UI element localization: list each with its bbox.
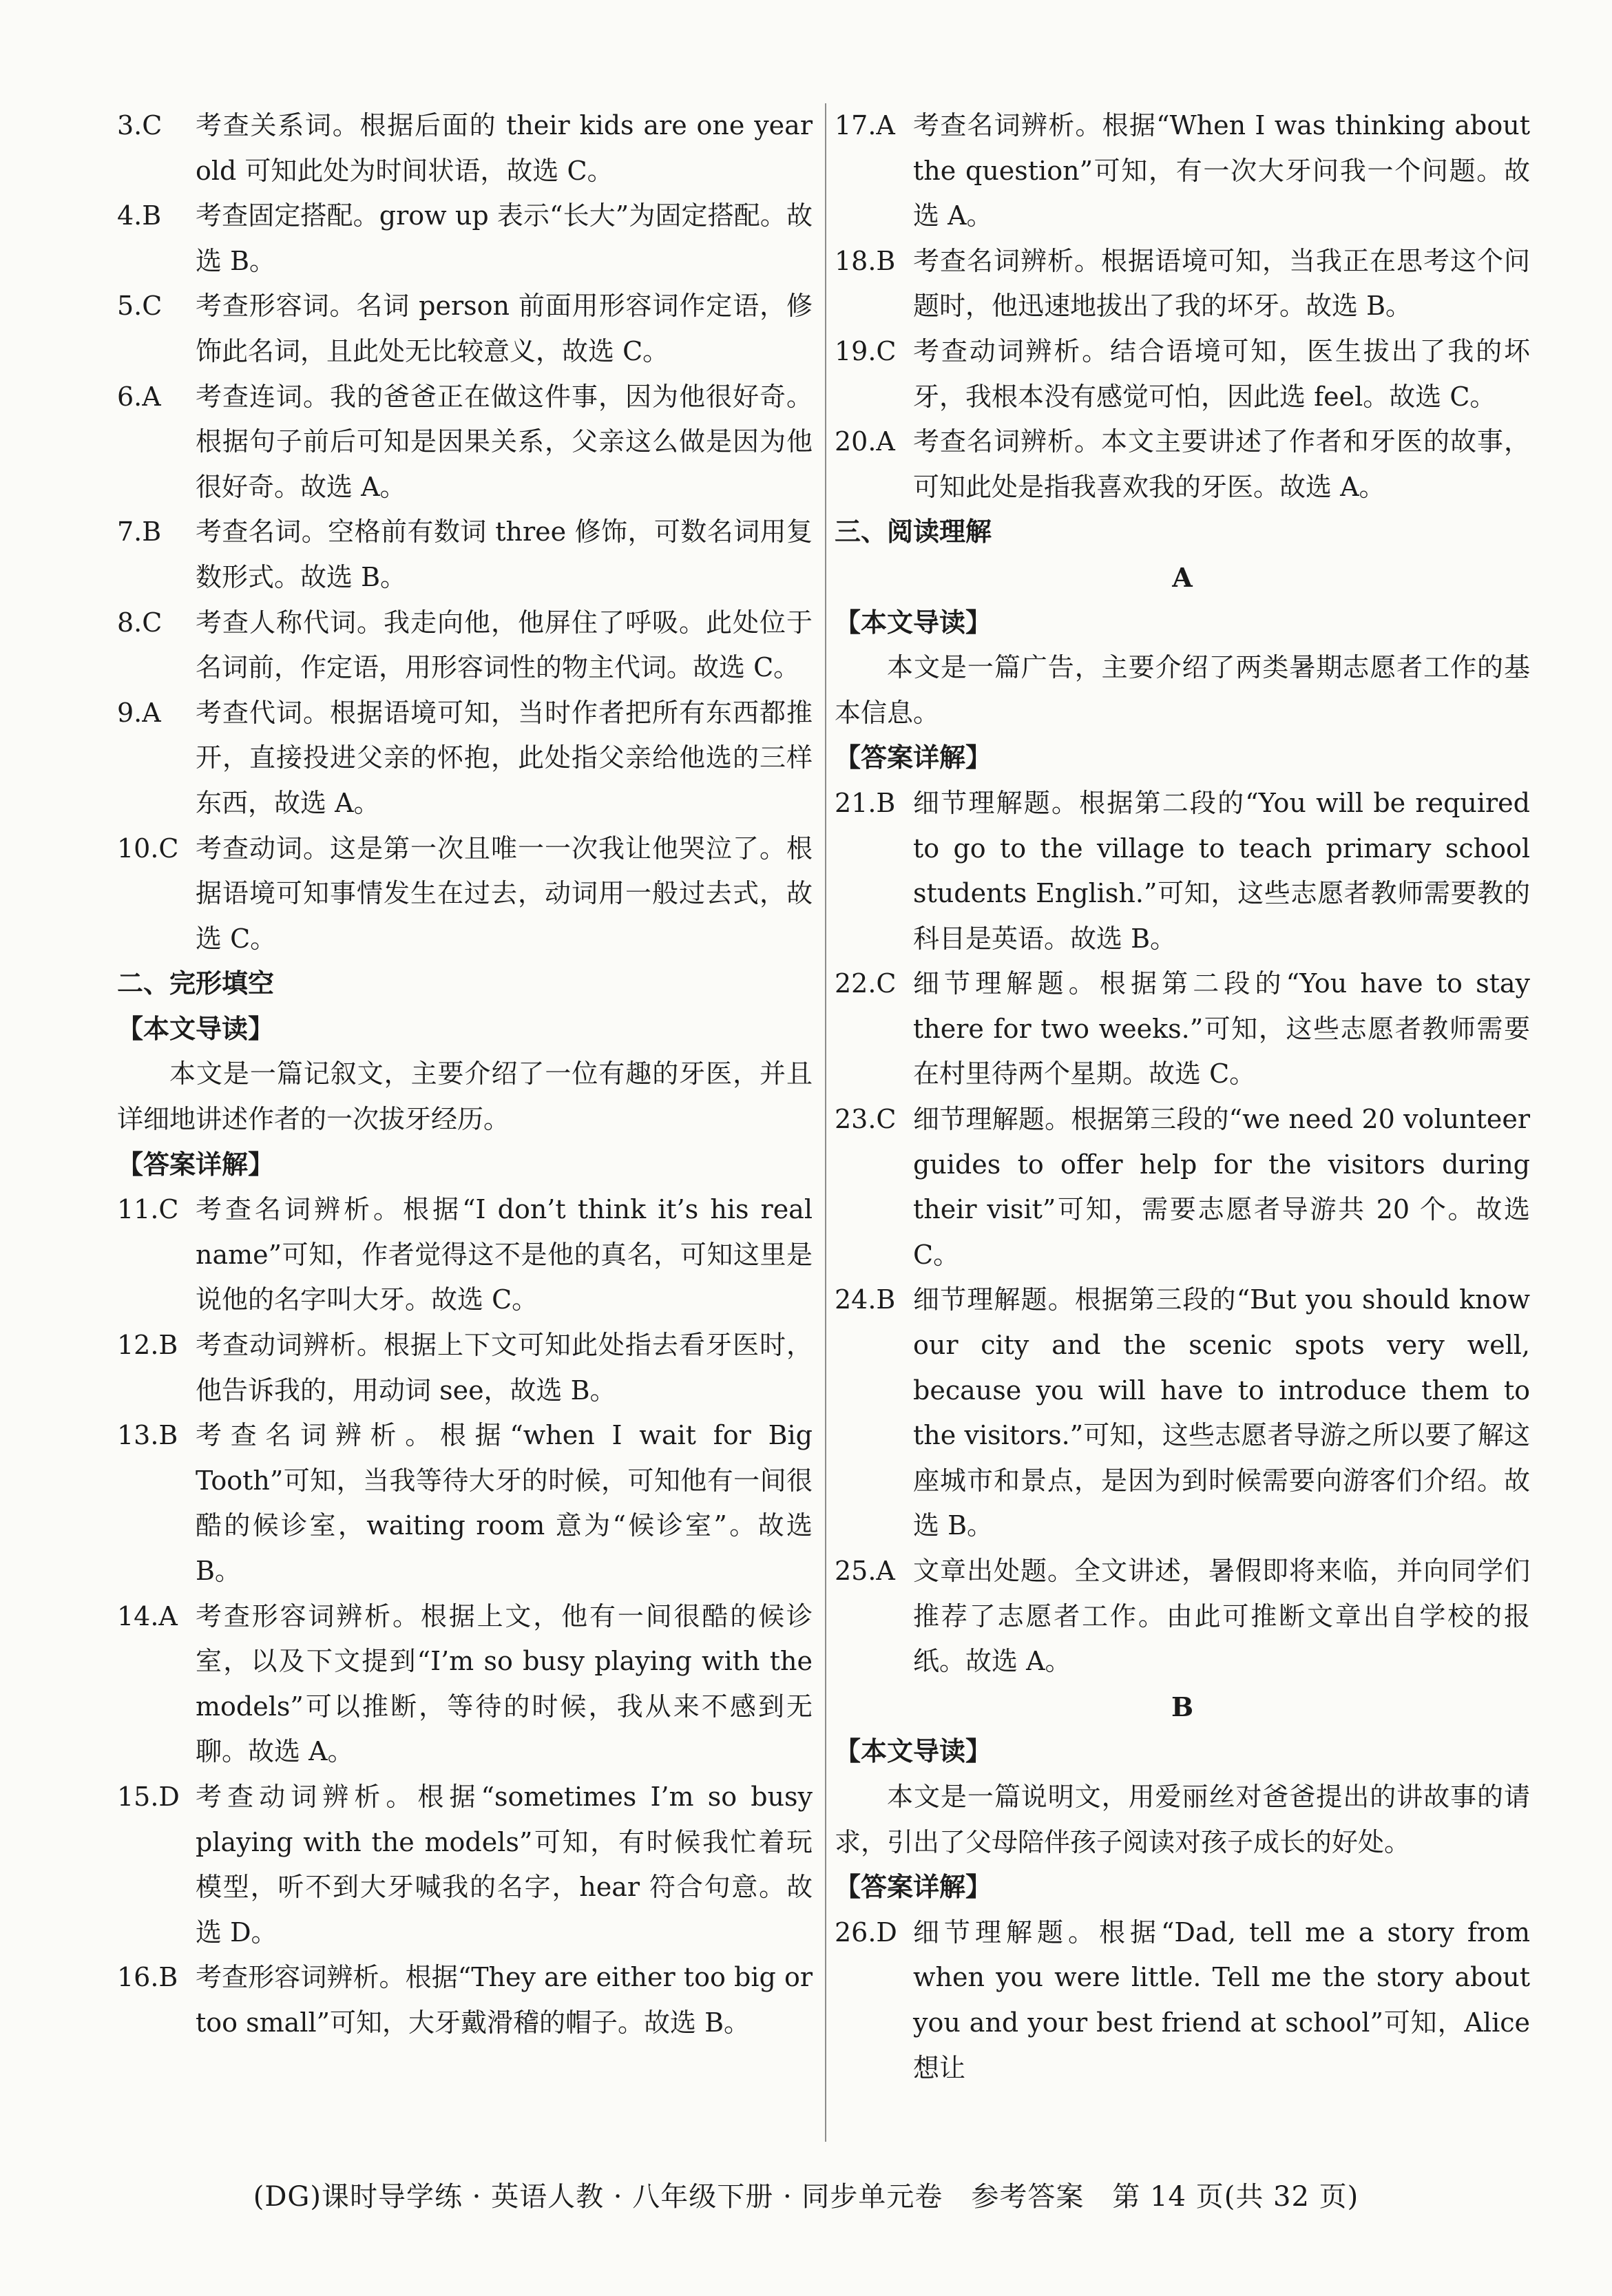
answer-text: 考查关系词。根据后面的 their kids are one year old 可知此处为时间状语，故选 C。	[196, 110, 813, 186]
answer-item	[117, 691, 813, 826]
answer-number: 8.C	[117, 607, 163, 638]
answer-item	[835, 1277, 1530, 1549]
answer-text: 考查动词辨析。根据上下文可知此处指去看牙医时，他告诉我的，用动词 see，故选 B。	[196, 1330, 813, 1406]
answer-item	[117, 826, 813, 962]
answer-item	[117, 103, 813, 194]
answer-item	[835, 1549, 1530, 1684]
answer-text: 考查动词辨析。根据“sometimes I’m so busy playing with the models”可知，有时候我忙着玩模型，听不到大牙喊我的名字，hear 符合句意。故选 D。	[196, 1781, 813, 1948]
answer-number: 15.D	[117, 1781, 180, 1812]
page-footer: (DG)课时导学练 · 英语人教 · 八年级下册 · 同步单元卷 参考答案 第 14 页(共 32 页)	[253, 2181, 1359, 2213]
guide-label: 【本文导读】	[117, 1013, 275, 1044]
section-heading-reading: 三、阅读理解	[835, 516, 992, 547]
answer-number: 11.C	[117, 1194, 179, 1225]
answer-text: 考查名词辨析。本文主要讲述了作者和牙医的故事，可知此处是指我喜欢我的牙医。故选 A。	[913, 426, 1530, 502]
answer-number: 10.C	[117, 833, 179, 864]
answer-item	[117, 194, 813, 284]
answer-number: 21.B	[835, 787, 896, 818]
answer-number: 22.C	[835, 968, 897, 999]
answer-number: 3.C	[117, 110, 163, 140]
answer-text: 考查动词。这是第一次且唯一一次我让他哭泣了。根据语境可知事情发生在过去，动词用一般过去式，故选 C。	[196, 833, 813, 954]
answer-text: 考查动词辨析。结合语境可知，医生拔出了我的坏牙，我根本没有感觉可怕，因此选 feel。故选 C。	[913, 335, 1530, 412]
answer-number: 16.B	[117, 1962, 178, 1993]
answer-item	[835, 239, 1530, 329]
answer-text: 考查形容词辨析。根据上文，他有一间很酷的候诊室，以及下文提到“I’m so busy playing with the models”可以推断，等待的时候，我从来不感到无聊。故选 A。	[196, 1600, 813, 1767]
guide-label-a: 【本文导读】	[835, 607, 992, 638]
answer-number: 25.A	[835, 1556, 895, 1586]
answer-item	[835, 329, 1530, 419]
guide-text-a: 本文是一篇广告，主要介绍了两类暑期志愿者工作的基本信息。	[835, 652, 1530, 728]
answer-number: 4.B	[117, 200, 162, 231]
answer-label: 【答案详解】	[117, 1149, 275, 1180]
right-column	[835, 103, 1530, 2091]
part-a-heading: A	[1172, 561, 1193, 593]
answer-item	[835, 1097, 1530, 1277]
answer-number: 12.B	[117, 1330, 178, 1361]
answer-text: 细节理解题。根据第三段的“we need 20 volunteer guides to offer help for the visitors during their visit”可知，需要志愿者导游共 20 个。故选 C。	[913, 1104, 1530, 1270]
answer-item	[835, 1910, 1530, 2091]
answer-text: 考查形容词。名词 person 前面用形容词作定语，修饰此名词，且此处无比较意义，故选 C。	[196, 291, 813, 366]
guide-label-b: 【本文导读】	[835, 1736, 992, 1767]
answer-item	[117, 1323, 813, 1413]
answer-item	[835, 419, 1530, 510]
guide-text-b: 本文是一篇说明文，用爱丽丝对爸爸提出的讲故事的请求，引出了父母陪伴孩子阅读对孩子成长的好处。	[835, 1781, 1530, 1857]
answer-label-a: 【答案详解】	[835, 742, 992, 773]
answer-item	[117, 601, 813, 691]
answer-text: 考查形容词辨析。根据“They are either too big or too small”可知，大牙戴滑稽的帽子。故选 B。	[196, 1962, 813, 2038]
answer-number: 19.C	[835, 335, 897, 366]
column-divider	[825, 103, 826, 2142]
answer-item	[835, 103, 1530, 239]
answer-text: 考查名词。空格前有数词 three 修饰，可数名词用复数形式。故选 B。	[196, 516, 813, 592]
left-column	[117, 103, 813, 2046]
answer-label-b: 【答案详解】	[835, 1872, 992, 1903]
section-heading-cloze: 二、完形填空	[117, 968, 275, 999]
answer-number: 24.B	[835, 1284, 896, 1315]
answer-number: 18.B	[835, 245, 896, 276]
guide-text: 本文是一篇记叙文，主要介绍了一位有趣的牙医，并且详细地讲述作者的一次拔牙经历。	[117, 1058, 813, 1135]
answer-text: 细节理解题。根据“Dad, tell me a story from when you were little. Tell me the story about you and your best friend at school”可知，Alice 想让	[913, 1917, 1530, 2083]
answer-item	[117, 1594, 813, 1775]
answer-text: 细节理解题。根据第二段的“You will be required to go to the village to teach primary school students English.”可知，这些志愿者教师需要教的科目是英语。故选 B。	[913, 787, 1530, 954]
answer-text: 细节理解题。根据第三段的“But you should know our city and the scenic spots very well, because you will have to introduce them to the visitors.”可知，这些志愿者导游之所以要了解这座城市和景点，是因为到时候需要向游客们介绍。故选 B。	[913, 1284, 1530, 1541]
answer-number: 13.B	[117, 1420, 178, 1451]
answer-text: 考查人称代词。我走向他，他屏住了呼吸。此处位于名词前，作定语，用形容词性的物主代词。故选 C。	[196, 607, 813, 683]
answer-number: 17.A	[835, 110, 895, 140]
answer-text: 文章出处题。全文讲述，暑假即将来临，并向同学们推荐了志愿者工作。由此可推断文章出自学校的报纸。故选 A。	[913, 1556, 1530, 1677]
answer-item	[117, 1955, 813, 2045]
answer-number: 20.A	[835, 426, 895, 457]
answer-item	[117, 1413, 813, 1594]
answer-number: 23.C	[835, 1104, 897, 1135]
answer-item	[117, 375, 813, 510]
answer-number: 9.A	[117, 697, 161, 728]
answer-number: 6.A	[117, 381, 161, 412]
answer-text: 考查名词辨析。根据“When I was thinking about the question”可知，有一次大牙问我一个问题。故选 A。	[913, 110, 1530, 231]
answer-item	[835, 961, 1530, 1097]
answer-number: 26.D	[835, 1917, 897, 1948]
part-b-heading: B	[1171, 1691, 1194, 1722]
answer-number: 7.B	[117, 516, 162, 547]
answer-item	[835, 781, 1530, 961]
answer-text: 考查名词辨析。根据“I don’t think it’s his real name”可知，作者觉得这不是他的真名，可知这里是说他的名字叫大牙。故选 C。	[196, 1194, 813, 1315]
answer-item	[117, 1775, 813, 1955]
answer-item	[117, 1187, 813, 1323]
answer-number: 5.C	[117, 291, 163, 322]
answer-text: 考查名词辨析。根据“when I wait for Big Tooth”可知，当我等待大牙的时候，可知他有一间很酷的候诊室，waiting room 意为“候诊室”。故选 B。	[196, 1420, 813, 1586]
answer-number: 14.A	[117, 1600, 178, 1631]
answer-item	[117, 284, 813, 374]
answer-text: 考查名词辨析。根据语境可知，当我正在思考这个问题时，他迅速地拔出了我的坏牙。故选 B。	[913, 245, 1530, 322]
answer-text: 考查代词。根据语境可知，当时作者把所有东西都推开，直接投进父亲的怀抱，此处指父亲给他选的三样东西，故选 A。	[196, 697, 813, 818]
answer-text: 考查连词。我的爸爸正在做这件事，因为他很好奇。根据句子前后可知是因果关系，父亲这么做是因为他很好奇。故选 A。	[196, 381, 813, 502]
answer-text: 考查固定搭配。grow up 表示“长大”为固定搭配。故选 B。	[196, 200, 813, 276]
answer-item	[117, 510, 813, 600]
answer-text: 细节理解题。根据第二段的“You have to stay there for two weeks.”可知，这些志愿者教师需要在村里待两个星期。故选 C。	[913, 968, 1530, 1089]
